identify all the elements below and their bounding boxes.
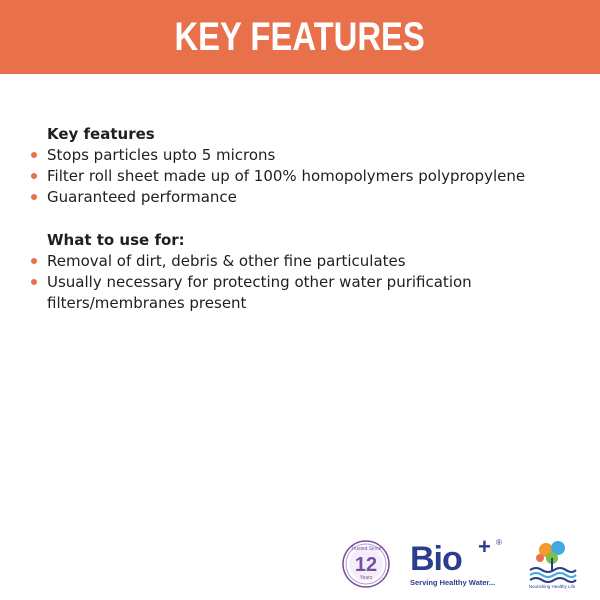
header-banner <box>0 0 600 74</box>
bullet-dot-icon <box>31 173 37 179</box>
list-item: Guaranteed performance <box>31 187 571 208</box>
page-title: KEY FEATURES <box>174 14 426 59</box>
tree-water-icon <box>524 538 580 584</box>
badge-bottom-text: Years <box>359 575 373 581</box>
badge-number: 12 <box>354 554 378 576</box>
bullet-dot-icon <box>31 279 37 285</box>
bio-logo-plus: + <box>478 534 491 559</box>
list-item: Filter roll sheet made up of 100% homopolymers polypropylene <box>31 166 571 187</box>
nourishing-healthy-life-logo <box>524 538 580 592</box>
bullet-dot-icon <box>31 194 37 200</box>
trusted-since-12-years-badge <box>340 538 392 590</box>
bio-logo-word: Bio <box>410 540 462 578</box>
bullet-list <box>31 145 571 208</box>
list-item: Stops particles upto 5 microns <box>31 145 571 166</box>
list-item: Removal of dirt, debris & other fine particulates <box>31 251 571 272</box>
content <box>31 124 571 314</box>
bio-tagline: Serving Healthy Water... <box>410 578 496 587</box>
badge-top-text: Trusted Since <box>350 546 382 552</box>
registered-mark: ® <box>496 538 502 547</box>
list-item: Usually necessary for protecting other water purification filters/membranes present <box>31 272 571 314</box>
brand-logos <box>340 536 580 592</box>
bio-plus-logo <box>408 534 518 592</box>
bullet-dot-icon <box>31 258 37 264</box>
section-heading: Key features <box>47 125 155 143</box>
section-heading: What to use for: <box>47 231 185 249</box>
section-what-to-use-for <box>31 230 571 314</box>
section-key-features <box>31 124 571 208</box>
nourishing-caption: Nourishing Healthy Life <box>528 584 576 589</box>
bullet-dot-icon <box>31 152 37 158</box>
bullet-list <box>31 251 571 314</box>
